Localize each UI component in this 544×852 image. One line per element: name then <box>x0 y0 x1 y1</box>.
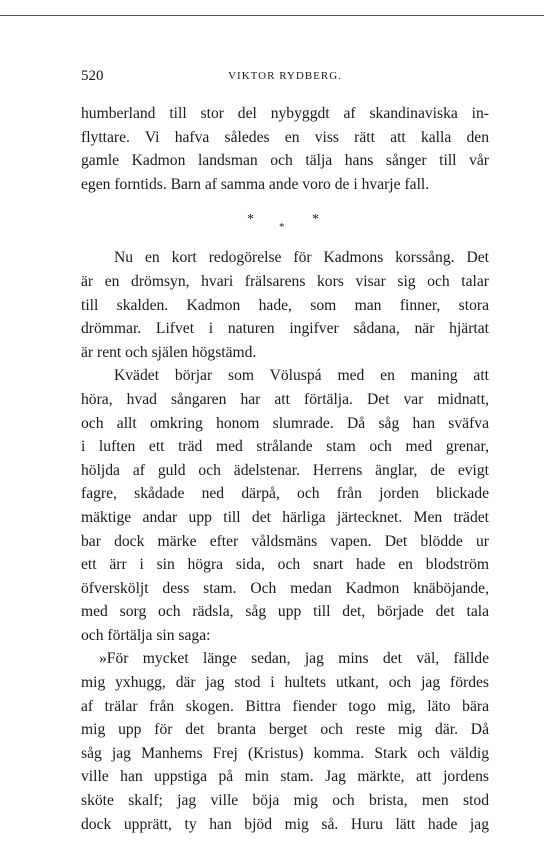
text-line: bar dock märke efter våldsmäns vapen. Det blödde ur <box>81 532 489 550</box>
paragraph <box>81 647 489 836</box>
text-line: och allt omkring honom slumrade. Då såg han sväfva <box>81 414 489 432</box>
text-line: höljda af guld och ädelstenar. Herrens änglar, de evigt <box>81 461 489 479</box>
text-line: mig yxhugg, där jag stod i hultets utkant, och jag fördes <box>81 674 489 692</box>
running-head: VIKTOR RYDBERG. <box>228 70 342 82</box>
text-line: är rent och själen högstämd. <box>81 343 257 361</box>
text-line: fagre, skådade ned därpå, och från jorden blickade <box>81 485 489 503</box>
text-line: egen forntids. Barn af samma ande voro de i hvarje fall. <box>81 175 430 193</box>
text-line: dock upprätt, ty han bjöd mig så. Huru lätt hade jag <box>81 815 489 833</box>
text-line: till skalden. Kadmon hade, som man finner, stora <box>81 296 489 314</box>
top-rule <box>0 15 544 16</box>
text-line: och förtälja sin saga: <box>81 626 211 644</box>
text-line: med sorg och rädsla, såg upp till det, började det tala <box>81 603 489 621</box>
paragraph <box>81 246 489 364</box>
paragraph <box>81 364 489 647</box>
page-header <box>81 68 489 88</box>
page <box>81 68 489 836</box>
text-line: mäktige andar upp till det härliga järtecknet. Men trädet <box>81 508 489 526</box>
asterisk: * <box>279 221 285 234</box>
text-line: ville han uppstiga på min stam. Jag märkte, att jordens <box>81 768 489 786</box>
page-number: 520 <box>81 68 104 84</box>
text-line: är en drömsyn, hvari frälsarens kors visar sig och talar <box>81 272 489 290</box>
text-line: humberland till stor del nybyggdt af skandinaviska in- <box>81 105 489 122</box>
asterisk: * <box>312 212 319 228</box>
text-line: ett ärr i sin högra sida, och snart hade en blodström <box>81 556 489 574</box>
asterisk: * <box>247 212 254 228</box>
body-text <box>81 102 489 836</box>
text-line: såg jag Manhems Frej (Kristus) komma. Stark och väldig <box>81 744 489 762</box>
text-line: gamle Kadmon landsman och tälja hans sånger till vår <box>81 152 489 170</box>
text-line: sköte skalf; jag ville böja mig och brista, men stod <box>81 792 489 810</box>
text-line: höra, hvad sångaren har att förtälja. Det var midnatt, <box>81 390 489 408</box>
text-line: af trälar från skogen. Bittra fiender togo mig, läto bära <box>81 697 489 715</box>
section-break-asterism <box>81 202 489 236</box>
text-line: flyttare. Vi hafva således en viss rätt att kalla den <box>81 128 489 146</box>
paragraph <box>81 102 489 196</box>
text-line: drömmar. Lifvet i naturen ingifver sådana, när hjärtat <box>81 320 489 338</box>
text-line: öfversköljt dess stam. Och medan Kadmon knäböjande, <box>81 579 489 597</box>
text-line: mig upp för det branta berget och reste mig där. Då <box>81 721 489 739</box>
text-line: Kvädet börjar som Völuspá med en maning att <box>114 367 489 385</box>
text-line: i luften ett träd med strålande stam och med grenar, <box>81 438 489 456</box>
text-line: Nu en kort redogörelse för Kadmons korssång. Det <box>114 249 489 267</box>
text-line: »För mycket länge sedan, jag mins det väl, fällde <box>99 650 489 668</box>
